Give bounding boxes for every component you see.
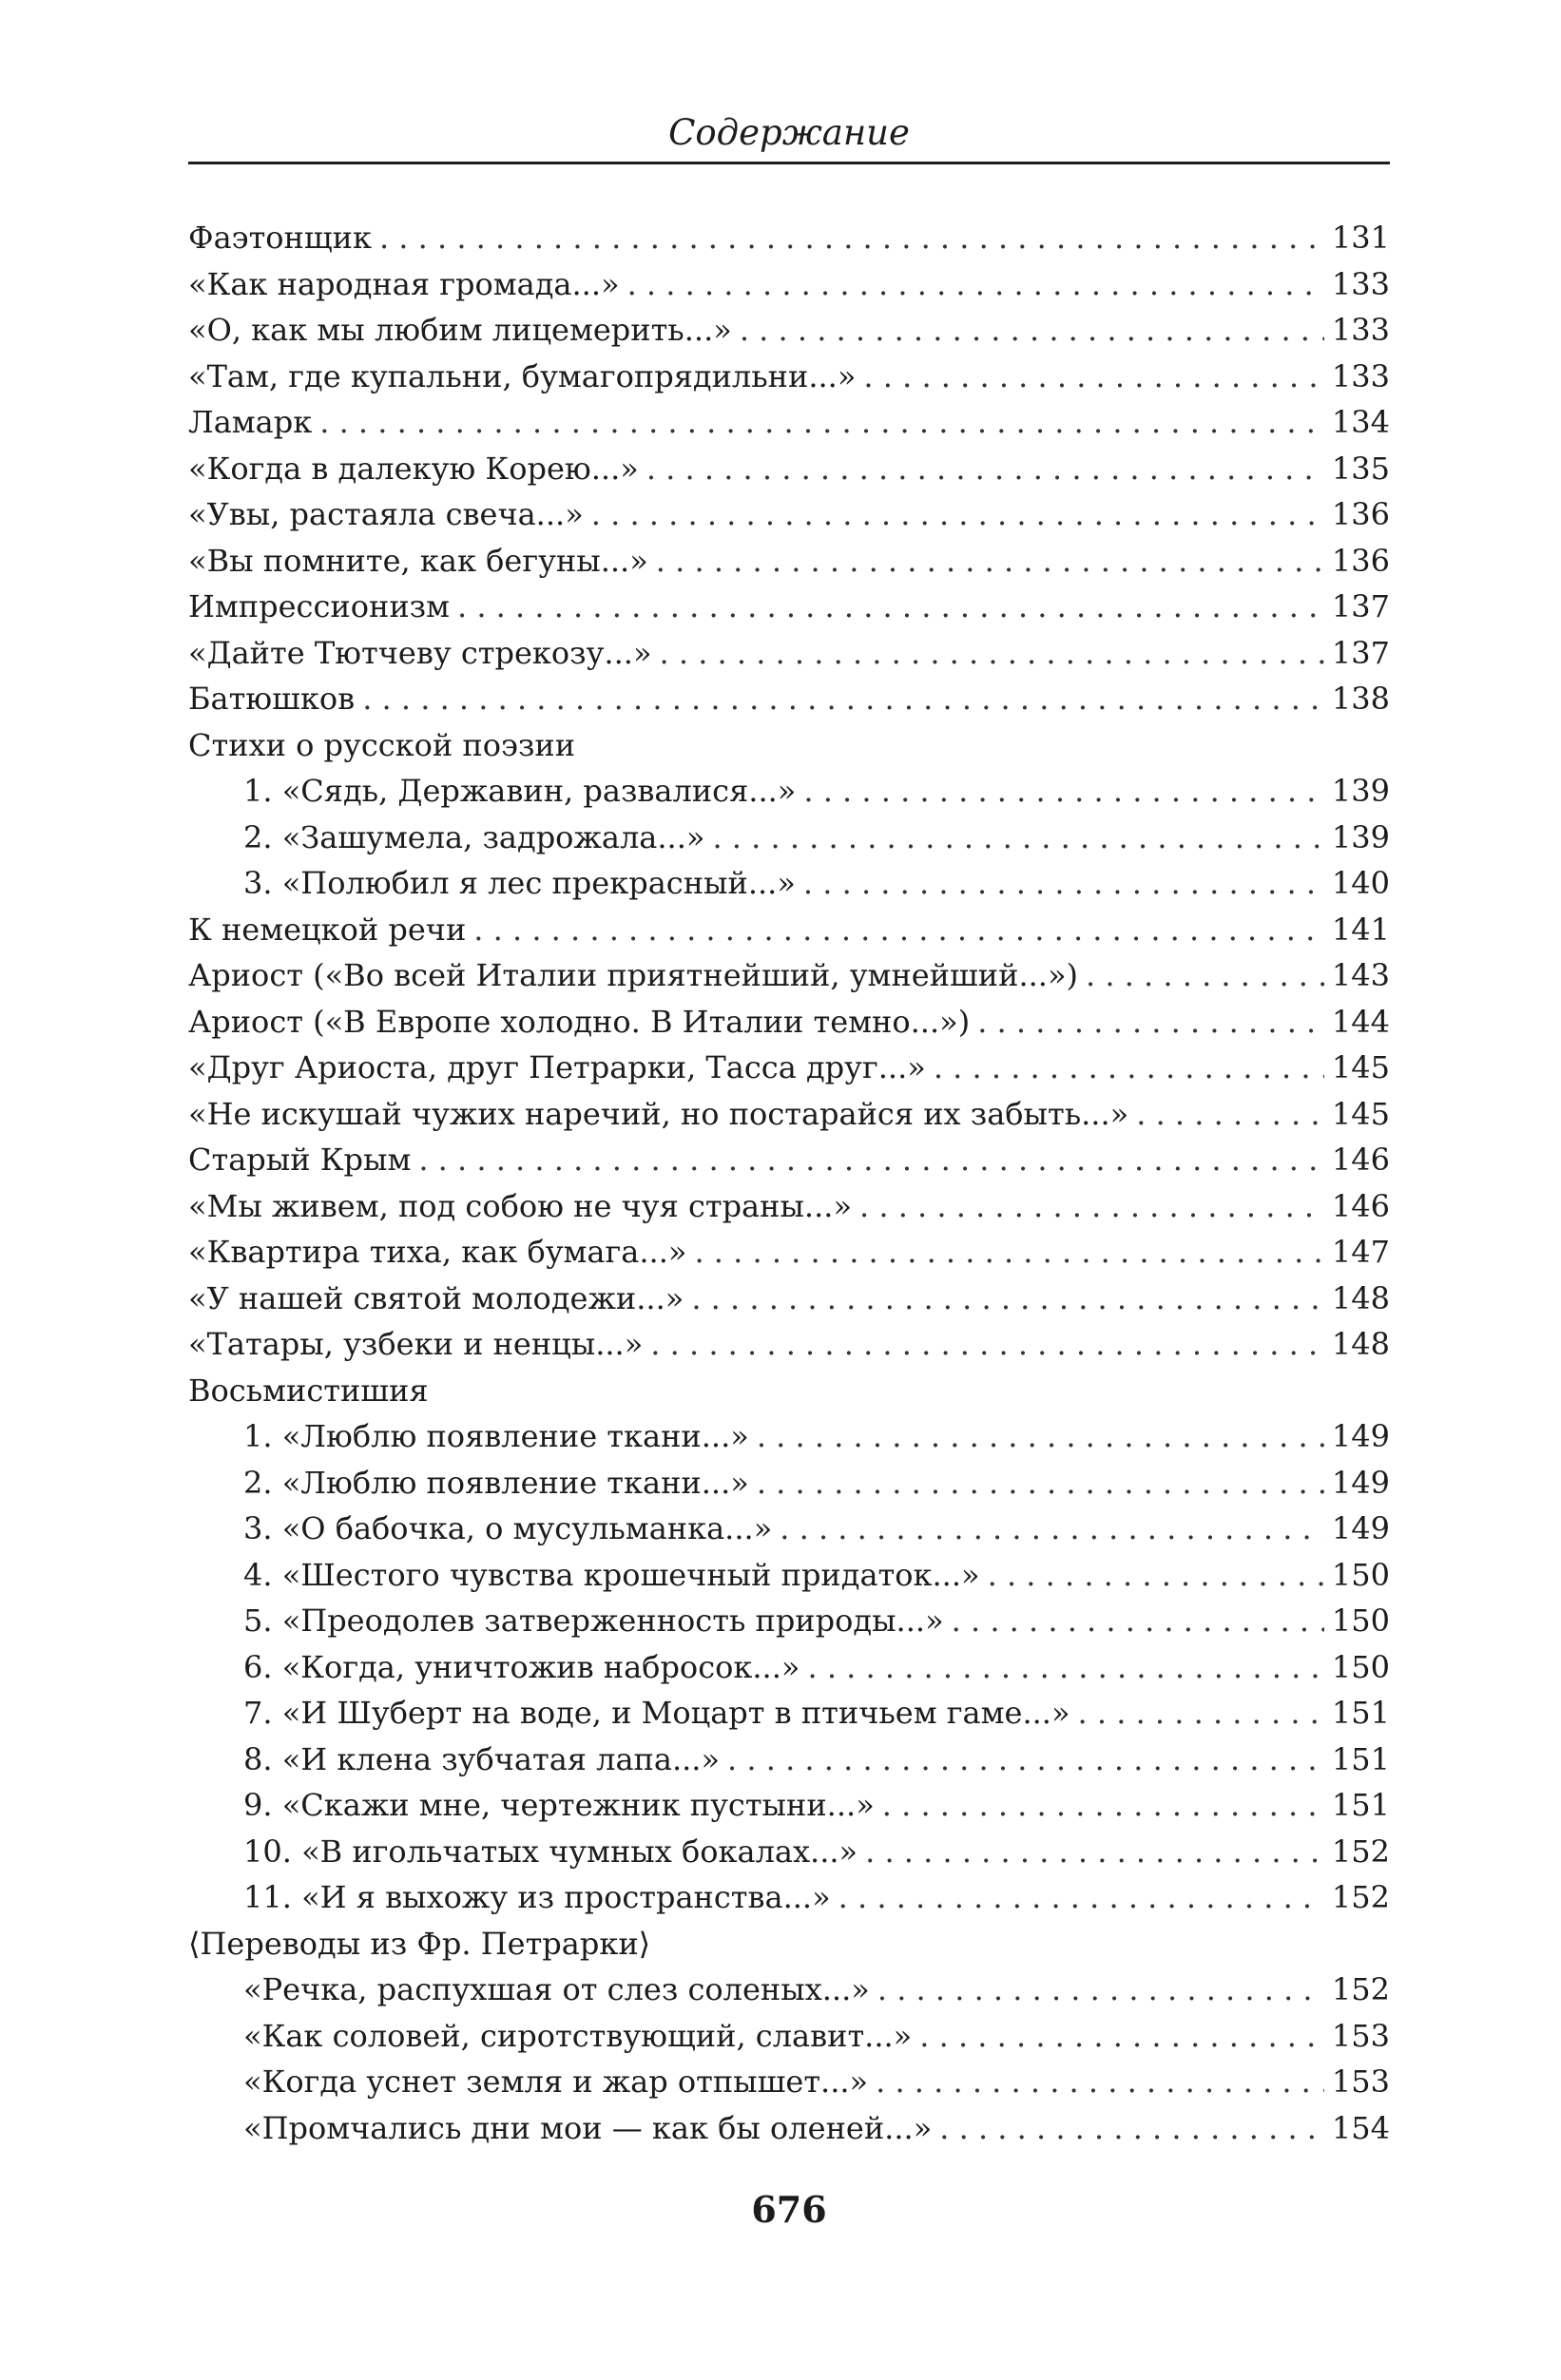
toc-entry	[188, 354, 1390, 400]
toc-entry	[188, 1183, 1390, 1230]
toc-entry-page: 149	[1331, 1418, 1390, 1454]
toc-subentry	[188, 2013, 1390, 2060]
toc-entry-page: 154	[1331, 2109, 1390, 2146]
toc-entry	[188, 630, 1390, 677]
page-number: 676	[751, 2188, 827, 2231]
toc-entry-title: «О, как мы любим лицемерить...»	[188, 312, 732, 348]
toc-entry-page: 146	[1331, 1187, 1390, 1224]
toc-entry	[188, 307, 1390, 354]
dot-leader	[757, 1460, 1324, 1507]
toc-entry-title: 3. «О бабочка, о мусульманка...»	[243, 1510, 773, 1546]
dot-leader	[952, 1598, 1324, 1644]
toc-entry-title: Стихи о русской поэзии	[188, 726, 576, 763]
toc-entry-title: «Не искушай чужих наречий, но постарайся их забыть...»	[188, 1095, 1129, 1132]
dot-leader	[418, 1137, 1324, 1183]
toc-subentry	[188, 1598, 1390, 1644]
dot-leader	[988, 1552, 1324, 1599]
dot-leader	[803, 860, 1324, 907]
toc-entry	[188, 1276, 1390, 1322]
toc-entry-title: «Когда в далекую Корею...»	[188, 450, 639, 487]
toc-entry-title: 6. «Когда, уничтожив набросок...»	[243, 1648, 800, 1685]
table-of-contents	[188, 215, 1390, 2151]
dot-leader	[712, 815, 1323, 861]
toc-entry-title: Фаэтонщик	[188, 220, 372, 256]
dot-leader	[865, 1829, 1324, 1875]
toc-entry-page: 152	[1331, 1833, 1390, 1870]
toc-entry-title: Импрессионизм	[188, 588, 450, 624]
toc-entry	[188, 491, 1390, 538]
dot-leader	[457, 584, 1324, 630]
toc-entry-title: «Вы помните, как бегуны...»	[188, 542, 648, 579]
toc-entry	[188, 446, 1390, 492]
dot-leader	[859, 1183, 1324, 1230]
toc-entry-page: 152	[1331, 1971, 1390, 2007]
toc-entry	[188, 1321, 1390, 1368]
toc-entry-title: «Друг Ариоста, друг Петрарки, Тасса друг...»	[188, 1049, 926, 1085]
toc-entry-page: 151	[1331, 1740, 1390, 1777]
toc-entry-title: 10. «В игольчатых чумных бокалах...»	[243, 1833, 858, 1870]
toc-entry-title: «Речка, распухшая от слез соленых...»	[243, 1971, 870, 2007]
toc-entry-page: 133	[1331, 312, 1390, 348]
toc-subentry	[188, 1644, 1390, 1691]
toc-entry-page: 149	[1331, 1464, 1390, 1501]
toc-entry-title: 7. «И Шуберт на воде, и Моцарт в птичьем гаме...»	[243, 1695, 1070, 1731]
toc-subentry	[188, 860, 1390, 907]
toc-entry	[188, 1921, 1390, 1967]
toc-entry-title: ⟨Переводы из Фр. Петрарки⟩	[188, 1925, 651, 1962]
toc-entry-page: 147	[1331, 1234, 1390, 1270]
dot-leader	[757, 1413, 1324, 1460]
toc-subentry	[188, 1552, 1390, 1599]
toc-entry-title: «Квартира тиха, как бумага...»	[188, 1234, 687, 1270]
toc-entry-title: 9. «Скажи мне, чертежник пустыни...»	[243, 1787, 875, 1823]
dot-leader	[650, 1321, 1324, 1368]
toc-entry	[188, 907, 1390, 953]
dot-leader	[694, 1229, 1323, 1276]
toc-entry-title: «Как соловей, сиротствующий, славит...»	[243, 2017, 913, 2054]
toc-subentry	[188, 1460, 1390, 1507]
toc-subentry	[188, 1737, 1390, 1783]
toc-subentry	[188, 815, 1390, 861]
toc-entry	[188, 999, 1390, 1046]
toc-subentry	[188, 1506, 1390, 1552]
toc-entry-page: 151	[1331, 1695, 1390, 1731]
toc-entry-title: 2. «Люблю появление ткани...»	[243, 1464, 749, 1501]
dot-leader	[646, 446, 1324, 492]
toc-entry-title: К немецкой речи	[188, 911, 467, 948]
toc-entry-title: «Мы живем, под собою не чуя страны...»	[188, 1187, 853, 1224]
toc-entry-title: «У нашей святой молодежи...»	[188, 1279, 684, 1316]
toc-subentry	[188, 1967, 1390, 2013]
toc-entry-page: 141	[1331, 911, 1390, 948]
dot-leader	[780, 1506, 1324, 1552]
toc-entry-title: 1. «Сядь, Державин, развалися...»	[243, 773, 797, 809]
toc-entry-page: 137	[1331, 634, 1390, 671]
toc-entry-page: 138	[1331, 681, 1390, 717]
dot-leader	[876, 2059, 1324, 2105]
toc-entry	[188, 952, 1390, 999]
toc-entry-page: 150	[1331, 1648, 1390, 1685]
toc-entry	[188, 1045, 1390, 1091]
toc-entry-title: «Там, где купальни, бумагопрядильни...»	[188, 357, 857, 394]
dot-leader	[627, 261, 1324, 308]
dot-leader	[977, 999, 1324, 1046]
dot-leader	[656, 538, 1324, 585]
toc-entry-title: Восьмистишия	[188, 1372, 429, 1409]
page-header-title: Содержание	[668, 112, 910, 153]
toc-entry-title: 3. «Полюбил я лес прекрасный...»	[243, 865, 796, 901]
toc-entry	[188, 261, 1390, 308]
dot-leader	[838, 1874, 1324, 1921]
dot-leader	[473, 907, 1324, 953]
dot-leader	[882, 1782, 1324, 1829]
dot-leader	[863, 354, 1324, 400]
dot-leader	[939, 2105, 1324, 2152]
toc-entry	[188, 538, 1390, 585]
dot-leader	[803, 768, 1324, 815]
toc-entry	[188, 676, 1390, 722]
toc-entry-page: 133	[1331, 265, 1390, 302]
toc-subentry	[188, 1413, 1390, 1460]
toc-entry-title: «Промчались дни мои — как бы оленей...»	[243, 2109, 933, 2146]
toc-subentry	[188, 1782, 1390, 1829]
toc-entry-page: 140	[1331, 865, 1390, 901]
toc-entry-page: 151	[1331, 1787, 1390, 1823]
toc-entry-page: 146	[1331, 1142, 1390, 1178]
toc-entry-page: 137	[1331, 588, 1390, 624]
toc-entry-page: 143	[1331, 957, 1390, 993]
toc-entry-title: «Увы, растаяла свеча...»	[188, 496, 584, 532]
toc-entry-title: 5. «Преодолев затверженность природы...»	[243, 1603, 944, 1639]
toc-entry-page: 150	[1331, 1556, 1390, 1593]
toc-entry-page: 150	[1331, 1603, 1390, 1639]
toc-entry-title: Ариост («В Европе холодно. В Италии темно...»)	[188, 1003, 971, 1040]
toc-entry-title: 11. «И я выхожу из пространства...»	[243, 1879, 831, 1915]
toc-entry-page: 145	[1331, 1095, 1390, 1132]
dot-leader	[727, 1737, 1324, 1783]
toc-entry-title: «Как народная громада...»	[188, 265, 620, 302]
dot-leader	[362, 676, 1324, 722]
toc-entry-page: 144	[1331, 1003, 1390, 1040]
toc-entry-page: 133	[1331, 357, 1390, 394]
toc-entry-title: Батюшков	[188, 681, 356, 717]
toc-entry-page: 153	[1331, 2017, 1390, 2054]
dot-leader	[379, 215, 1324, 261]
toc-subentry	[188, 1874, 1390, 1921]
toc-entry-title: «Татары, узбеки и ненцы...»	[188, 1326, 644, 1362]
dot-leader	[807, 1644, 1323, 1691]
dot-leader	[877, 1967, 1324, 2013]
toc-entry	[188, 215, 1390, 261]
dot-leader	[1086, 952, 1324, 999]
header-rule	[188, 162, 1390, 164]
dot-leader	[591, 491, 1324, 538]
dot-leader	[740, 307, 1324, 354]
toc-entry-page: 148	[1331, 1279, 1390, 1316]
toc-entry-page: 136	[1331, 496, 1390, 532]
toc-entry-page: 136	[1331, 542, 1390, 579]
dot-leader	[934, 1045, 1324, 1091]
dot-leader	[319, 399, 1324, 446]
dot-leader	[660, 630, 1324, 677]
toc-subentry	[188, 768, 1390, 815]
toc-entry-page: 135	[1331, 450, 1390, 487]
toc-entry-title: 2. «Зашумела, задрожала...»	[243, 818, 705, 855]
toc-subentry	[188, 2059, 1390, 2105]
toc-subentry	[188, 1690, 1390, 1737]
toc-subentry	[188, 1829, 1390, 1875]
toc-entry-title: 4. «Шестого чувства крошечный придаток...»	[243, 1556, 980, 1593]
toc-entry-title: «Дайте Тютчеву стрекозу...»	[188, 634, 652, 671]
toc-entry-page: 149	[1331, 1510, 1390, 1546]
dot-leader	[1078, 1690, 1324, 1737]
toc-entry-page: 131	[1331, 220, 1390, 256]
toc-entry-page: 148	[1331, 1326, 1390, 1362]
dot-leader	[919, 2013, 1324, 2060]
dot-leader	[1136, 1091, 1324, 1138]
toc-entry	[188, 722, 1390, 769]
toc-entry-title: Ламарк	[188, 404, 313, 440]
toc-entry-page: 152	[1331, 1879, 1390, 1915]
toc-entry	[188, 1137, 1390, 1183]
toc-entry-page: 153	[1331, 2063, 1390, 2100]
dot-leader	[691, 1276, 1324, 1322]
toc-entry-page: 145	[1331, 1049, 1390, 1085]
toc-entry	[188, 1091, 1390, 1138]
toc-entry-title: 1. «Люблю появление ткани...»	[243, 1418, 749, 1454]
toc-entry-page: 134	[1331, 404, 1390, 440]
toc-entry	[188, 584, 1390, 630]
toc-entry-title: Ариост («Во всей Италии приятнейший, умнейший...»)	[188, 957, 1079, 993]
toc-entry	[188, 399, 1390, 446]
toc-entry-page: 139	[1331, 773, 1390, 809]
toc-entry-title: Старый Крым	[188, 1142, 412, 1178]
toc-entry-page: 139	[1331, 818, 1390, 855]
toc-entry	[188, 1229, 1390, 1276]
toc-entry-title: 8. «И клена зубчатая лапа...»	[243, 1740, 721, 1777]
toc-entry-title: «Когда уснет земля и жар отпышет...»	[243, 2063, 869, 2100]
toc-entry	[188, 1368, 1390, 1414]
toc-subentry	[188, 2105, 1390, 2152]
